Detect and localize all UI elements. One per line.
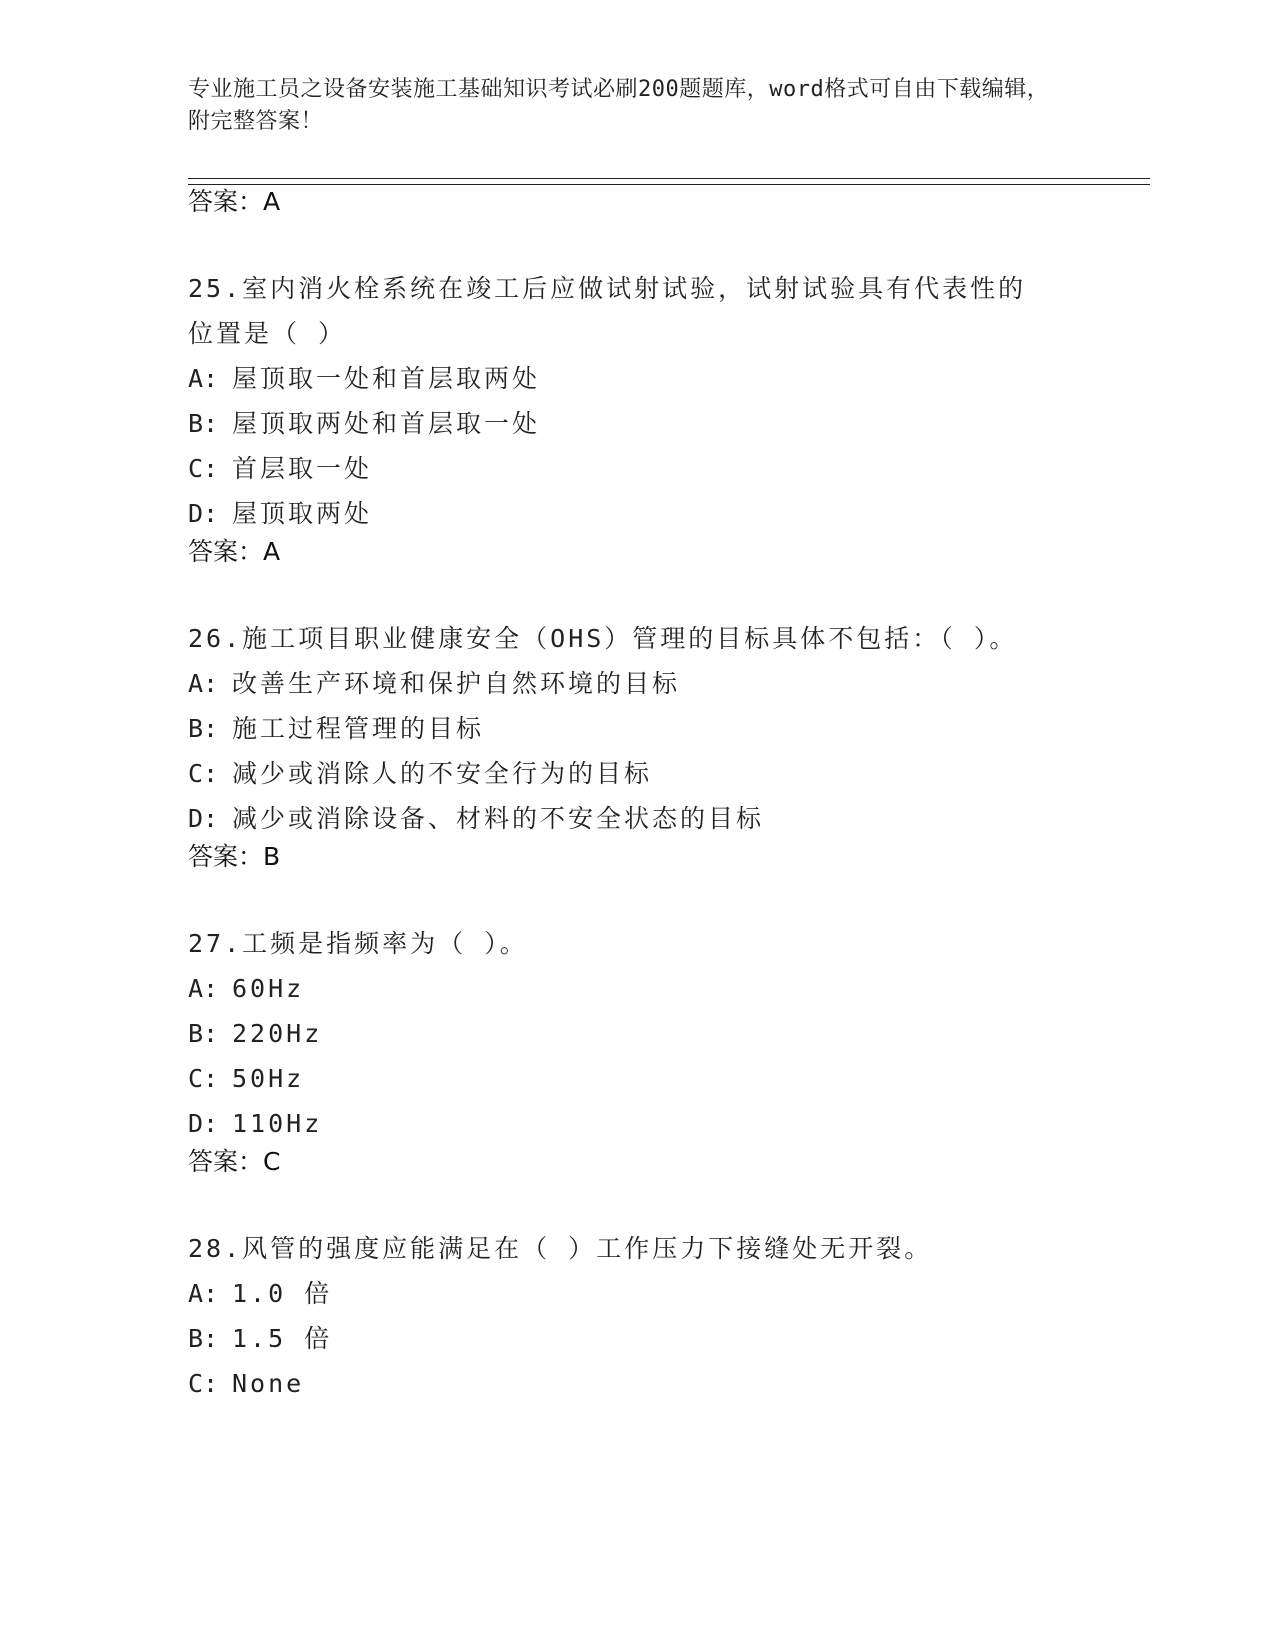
question-26 — [188, 616, 1088, 841]
option-c — [188, 446, 1088, 491]
question-stem: 26.施工项目职业健康安全（OHS）管理的目标具体不包括：（ ）。 — [188, 624, 1018, 653]
option-letter: C: — [188, 759, 219, 788]
option-text: 减少或消除设备、材料的不安全状态的目标 — [232, 804, 765, 833]
answer-label: 答案：B — [188, 842, 281, 871]
question-25 — [188, 266, 1088, 536]
option-c — [188, 1361, 1088, 1406]
option-letter: B: — [188, 409, 219, 438]
option-letter: B: — [188, 1324, 219, 1353]
option-letter: A: — [188, 364, 219, 393]
option-letter: D: — [188, 1109, 219, 1138]
option-text: 改善生产环境和保护自然环境的目标 — [232, 669, 681, 698]
option-a — [188, 661, 1088, 706]
answer-label: 答案：A — [188, 187, 281, 216]
option-a — [188, 356, 1088, 401]
document-header: 专业施工员之设备安装施工基础知识考试必刷200题题库，word格式可自由下载编辑，附完整答案！ — [188, 77, 1050, 134]
option-text: 50Hz — [232, 1064, 305, 1093]
option-b — [188, 706, 1088, 751]
option-letter: C: — [188, 1064, 219, 1093]
option-text: 减少或消除人的不安全行为的目标 — [232, 759, 653, 788]
question-stem: 28.风管的强度应能满足在（ ）工作压力下接缝处无开裂。 — [188, 1234, 933, 1263]
option-a — [188, 966, 1088, 1011]
option-b — [188, 401, 1088, 446]
question-28 — [188, 1226, 1088, 1406]
option-a — [188, 1271, 1088, 1316]
option-letter: D: — [188, 499, 219, 528]
header-divider — [188, 178, 1150, 185]
option-text: 110Hz — [232, 1109, 323, 1138]
option-letter: C: — [188, 454, 219, 483]
option-text: 1.5 倍 — [232, 1324, 333, 1353]
option-text: 屋顶取两处 — [232, 499, 373, 528]
option-text: 1.0 倍 — [232, 1279, 333, 1308]
option-letter: A: — [188, 1279, 219, 1308]
option-text: 首层取一处 — [232, 454, 373, 483]
option-d — [188, 491, 1088, 536]
option-b — [188, 1316, 1088, 1361]
answer-label: 答案：A — [188, 537, 281, 566]
option-text: 60Hz — [232, 974, 305, 1003]
option-c — [188, 751, 1088, 796]
option-text: None — [232, 1369, 305, 1398]
option-letter: D: — [188, 804, 219, 833]
answer-label: 答案：C — [188, 1147, 281, 1176]
option-d — [188, 796, 1088, 841]
option-letter: C: — [188, 1369, 219, 1398]
option-d — [188, 1101, 1088, 1146]
option-text: 施工过程管理的目标 — [232, 714, 485, 743]
option-letter: B: — [188, 1019, 219, 1048]
option-text: 220Hz — [232, 1019, 323, 1048]
option-text: 屋顶取两处和首层取一处 — [232, 409, 541, 438]
option-letter: A: — [188, 974, 219, 1003]
question-stem: 25.室内消火栓系统在竣工后应做试射试验，试射试验具有代表性的位置是（ ） — [188, 274, 1027, 348]
option-text: 屋顶取一处和首层取两处 — [232, 364, 541, 393]
question-27 — [188, 921, 1088, 1146]
option-c — [188, 1056, 1088, 1101]
option-letter: B: — [188, 714, 219, 743]
option-b — [188, 1011, 1088, 1056]
option-letter: A: — [188, 669, 219, 698]
question-stem: 27.工频是指频率为（ ）。 — [188, 929, 528, 958]
